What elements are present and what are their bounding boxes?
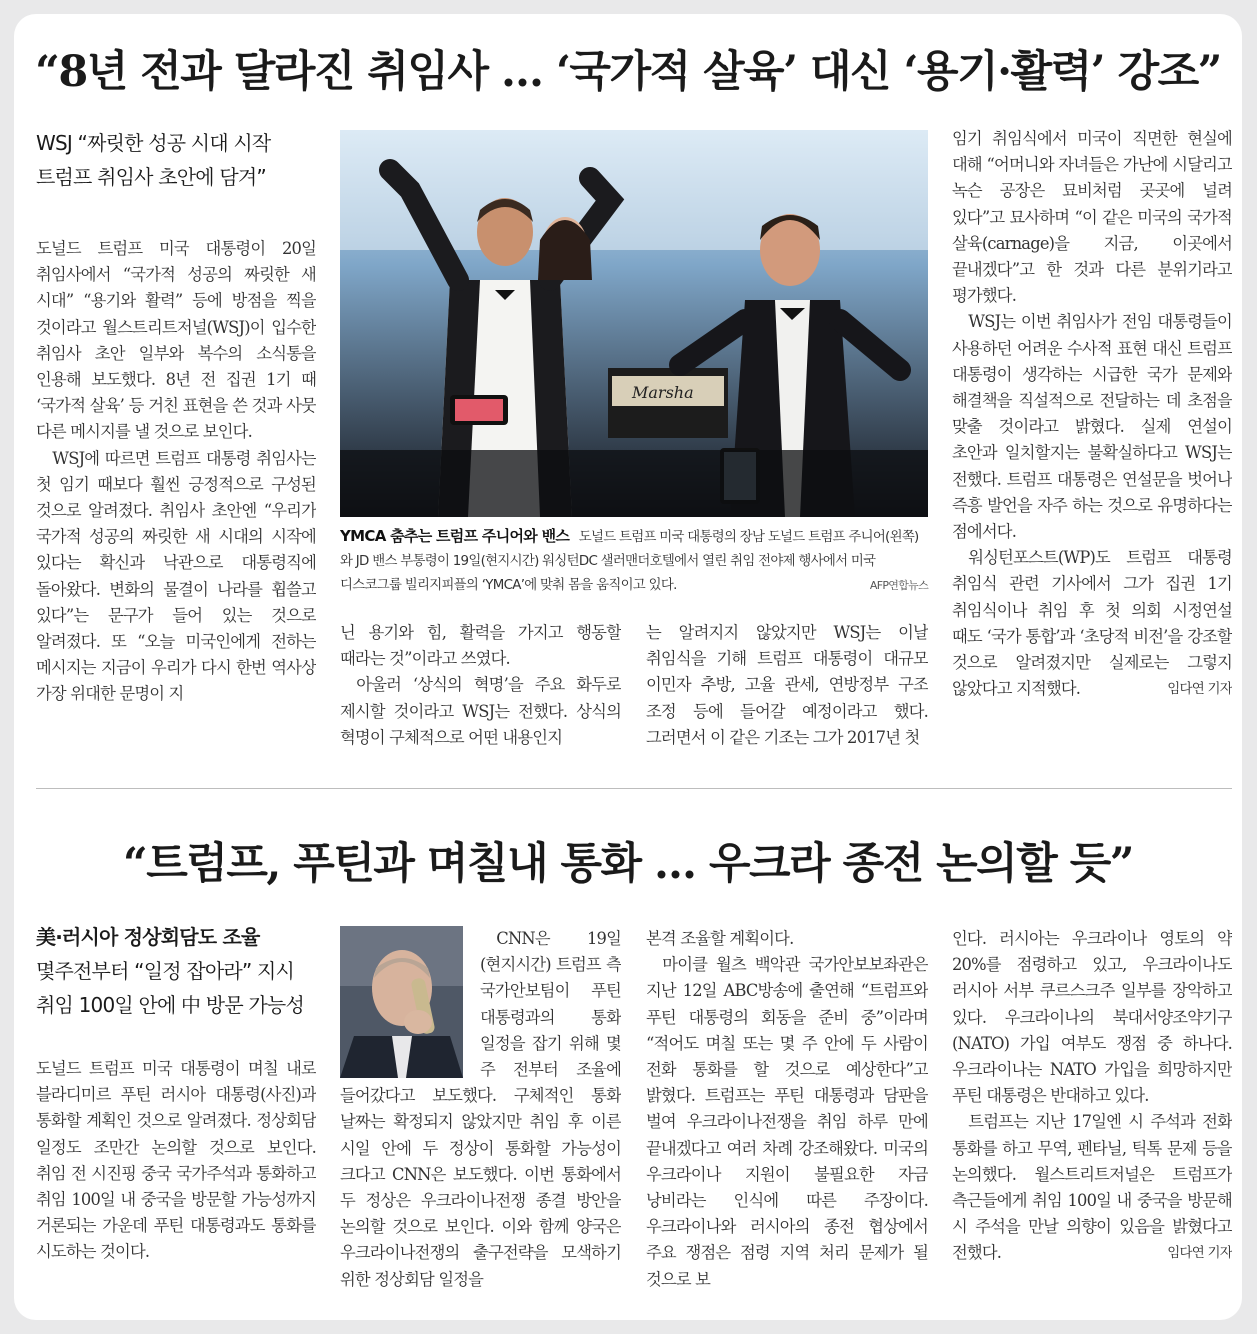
article2-paragraph: 본격 조율할 계획이다.	[646, 929, 794, 948]
article1-paragraph: 아울러 ‘상식의 혁명’을 주요 화두로 제시할 것이라고 WSJ는 전했다. 상식의 혁명이 구체적으로 어떤 내용인지	[340, 675, 621, 747]
amp-logo-text: Marsha	[632, 383, 694, 402]
photo-caption-text: 도널드 트럼프 미국 대통령의 장남 도널드 트럼프 주니어(왼쪽)와 JD 밴스 부통령이 19일(현지시간) 워싱턴DC 샐러맨더호텔에서 열린 취임 전야제 행사에서 미국 디스코그룹 빌리지피플의 ‘YMCA’에 맞춰 몸을 움직이고 있다.	[340, 530, 919, 593]
article2-paragraph: CNN은 19일(현지시간) 트럼프 측 국가안보팀이 푸틴 대통령과의 통화 일정을 잡기 위해 몇 주 전부터 조율에 들어갔다고 보도했다. 구체적인 통화 날짜는 확정되지 않았지만 취임 후 이른 시일 안에 두 정상이 통화할 가능성이 크다고 CNN은 보도했다. 이번 통화에서 두 정상은 우크라이나전쟁 종결 방안을 논의할 것으로 보인다. 이와 함께 양국은 우크라이나전쟁의 출구전략을 모색하기 위한 정상회담 일정을	[340, 929, 621, 1289]
article2-paragraph	[952, 1109, 1232, 1266]
article1-subhead-line2: 트럼프 취임사 초안에 담겨”	[36, 165, 266, 189]
article2-subhead	[36, 920, 304, 1022]
photo-wrap-spacer	[340, 926, 480, 1082]
article1-subhead	[36, 126, 270, 194]
article2-last-paragraph-text: 트럼프는 지난 17일엔 시 주석과 전화 통화를 하고 무역, 펜타닐, 틱톡 문제 등을 논의했다. 월스트리트저널은 트럼프가 측근들에게 취임 100일 내 중국을 방문해 시 주석을 만날 의향이 있음을 밝혔다고 전했다.	[952, 1112, 1232, 1263]
article1-paragraph: 도널드 트럼프 미국 대통령이 20일 취임사에서 “국가적 성공의 짜릿한 새 시대” “용기와 활력” 등에 방점을 찍을 것이라고 월스트리트저널(WSJ)이 입수한 취임사 초안 일부와 복수의 소식통을 인용해 보도했다. 8년 전 집권 1기 때 ‘국가적 살육’ 등 거친 표현을 쓴 것과 사뭇 다른 메시지를 낼 것으로 보인다.	[36, 239, 316, 442]
article2-col2	[340, 926, 621, 1308]
article2-col1	[36, 1056, 316, 1308]
article2-subhead-line2: 몇주전부터 “일정 잡아라” 지시	[36, 959, 295, 983]
newspaper-page	[14, 14, 1242, 1320]
trump-jr-vance-dancing-photo	[340, 130, 928, 517]
article2-subhead-line1: 美·러시아 정상회담도 조율	[36, 925, 260, 949]
article1-paragraph: 임기 취임식에서 미국이 직면한 현실에 대해 “어머니와 자녀들은 가난에 시달리고 녹슨 공장은 묘비처럼 곳곳에 널려 있다”고 묘사하며 “이 같은 미국의 국가적 살육(carnage)을 지금, 이곳에서 끝내겠다”고 한 것과 다른 분위기라고 평가했다.	[952, 129, 1232, 306]
photo-caption-title: YMCA 춤추는 트럼프 주니어와 밴스	[340, 527, 570, 545]
article1-paragraph: WSJ는 이번 취임사가 전임 대통령들이 사용하던 어려운 수사적 표현 대신 트럼프 대통령이 생각하는 시급한 국가 문제와 해결책을 직설적으로 전달하는 데 초점을 맞출 것이라고 밝혔다. 실제 연설이 초안과 일치할지는 불확실하다고 WSJ는 전했다. 트럼프 대통령은 연설문을 벗어나 즉흥 발언을 자주 하는 것으로 유명하다는 점에서다.	[952, 312, 1232, 542]
article1-paragraph: 닌 용기와 힘, 활력을 가지고 행동할 때라는 것”이라고 쓰였다.	[340, 623, 621, 669]
article2-col4	[952, 926, 1232, 1308]
article2-col3	[646, 926, 928, 1308]
article2-byline: 임다연 기자	[1167, 1245, 1232, 1262]
article1-col3	[646, 620, 928, 760]
article1-subhead-line1: WSJ “짜릿한 성공 시대 시작	[36, 131, 271, 155]
article1-paragraph: WSJ에 따르면 트럼프 대통령 취임사는 첫 임기 때보다 훨씬 긍정적으로 구성된 것으로 알려졌다. 취임사 초안엔 “우리가 국가적 성공의 짜릿한 새 시대의 시작에 있다는 확신과 낙관으로 대통령직에 돌아왔다. 변화의 물결이 나라를 휩쓸고 있다”는 문구가 들어 있는 것으로 알려졌다. 또 “오늘 미국인에게 전하는 메시지는 지금이 우리가 다시 한번 역사상 가장 위대한 문명이 지	[36, 448, 316, 704]
article2-subhead-line3: 취임 100일 안에 中 방문 가능성	[36, 993, 304, 1017]
article2-paragraph: 마이클 월츠 백악관 국가안보보좌관은 지난 12일 ABC방송에 출연해 “트럼프와 푸틴 대통령의 회동을 준비 중”이라며 “적어도 며칠 또는 몇 주 안에 두 사람이 전화 통화를 할 것으로 예상한다”고 밝혔다. 트럼프는 푸틴 대통령과 담판을 벌여 우크라이나전쟁을 취임 하루 만에 끝내겠다고 여러 차례 강조해왔다. 미국의 우크라이나 지원이 불필요한 자금 낭비라는 인식에 따른 주장이다. 우크라이나와 러시아의 종전 협상에서 주요 쟁점은 점령 지역 처리 문제가 될 것으로 보	[646, 955, 928, 1289]
article1-last-paragraph-text: 워싱턴포스트(WP)도 트럼프 대통령 취임식 관련 기사에서 그가 집권 1기 취임식이나 취임 후 첫 의회 시정연설 때도 ‘국가 통합’과 ‘초당적 비전’을 강조할 것으로 알려졌지만 실제로는 그렇지 않았다고 지적했다.	[952, 548, 1232, 699]
article2-paragraph: 도널드 트럼프 미국 대통령이 며칠 내로 블라디미르 푸틴 러시아 대통령(사진)과 통화할 계획인 것으로 알려졌다. 정상회담 일정도 조만간 논의할 것으로 보인다. 취임 전 시진핑 중국 국가주석과 통화하고 취임 100일 내 중국을 방문할 가능성까지 거론되는 가운데 푸틴 대통령과도 통화를 시도하는 것이다.	[36, 1059, 316, 1262]
article1-col4	[952, 126, 1232, 760]
article1-paragraph	[952, 545, 1232, 702]
article1-col2	[340, 620, 621, 760]
article1-col1	[36, 236, 316, 760]
article1-headline: “8년 전과 달라진 취임사 … ‘국가적 살육’ 대신 ‘용기·활력’ 강조”	[35, 47, 1221, 97]
article2-headline: “트럼프, 푸틴과 며칠내 통화 … 우크라 종전 논의할 듯”	[123, 839, 1133, 889]
article1-paragraph: 는 알려지지 않았지만 WSJ는 이날 취임식을 기해 트럼프 대통령이 대규모 이민자 추방, 고율 관세, 연방정부 구조 조정 등에 들어갈 예정이라고 했다. 그러면서 이 같은 기조는 그가 2017년 첫	[646, 623, 928, 747]
article1-byline: 임다연 기자	[1167, 681, 1232, 698]
article2-paragraph: 인다. 러시아는 우크라이나 영토의 약 20%를 점령하고 있고, 우크라이나도 러시아 서부 쿠르스크주 일부를 장악하고 있다. 우크라이나의 북대서양조약기구(NATO) 가입 여부도 쟁점 중 하나다. 우크라이나는 NATO 가입을 희망하지만 푸틴 대통령은 반대하고 있다.	[952, 929, 1232, 1106]
photo-caption	[340, 524, 928, 598]
photo-credit: AFP연합뉴스	[869, 579, 928, 592]
section-divider	[36, 788, 1232, 789]
